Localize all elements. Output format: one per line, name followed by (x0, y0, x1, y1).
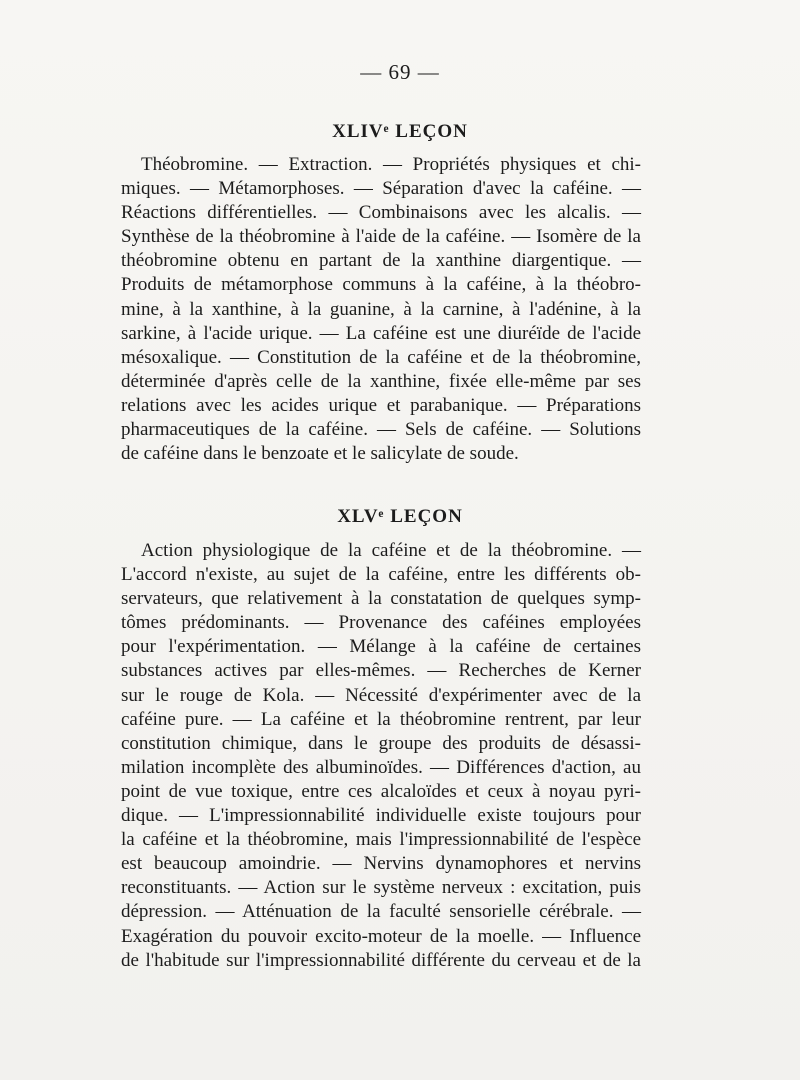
text-line: la caféine et la théobromine, mais l'impressionnabilité de l'espèce (121, 829, 641, 851)
text-line: milation incomplète des albuminoïdes. — Différences d'action, au (121, 756, 641, 778)
text-line: miques. — Métamorphoses. — Séparation d'avec la caféine. — (121, 178, 641, 200)
text-line: constitution chimique, dans le groupe des produits de désassi- (121, 732, 641, 754)
text-line: Synthèse de la théobromine à l'aide de la caféine. — Isomère de la (121, 226, 641, 248)
text-line: dique. — L'impressionnabilité individuelle existe toujours pour (121, 805, 641, 827)
text-line: Théobromine. — Extraction. — Propriétés physiques et chi- (141, 154, 641, 175)
text-line: sur le rouge de Kola. — Nécessité d'expérimenter avec de la (121, 684, 641, 706)
text-line: pharmaceutiques de la caféine. — Sels de caféine. — Solutions (121, 419, 641, 441)
text-line: de caféine dans le benzoate et le salicylate de soude. (121, 443, 519, 465)
text-line: Action physiologique de la caféine et de la théobromine. — (141, 540, 641, 561)
lesson-summary-xlv (121, 539, 641, 973)
text-line: théobromine obtenu en partant de la xanthine diargentique. — (121, 250, 641, 272)
page-number: — 69 — (360, 60, 440, 84)
text-line: sarkine, à l'acide urique. — La caféine est une diuréïde de l'acide (121, 322, 641, 344)
text-line: mine, à la xanthine, à la guanine, à la carnine, à l'adénine, à la (121, 298, 641, 320)
text-line: relations avec les acides urique et parabanique. — Préparations (121, 394, 641, 416)
text-line: dépression. — Atténuation de la faculté sensorielle cérébrale. — (121, 901, 641, 923)
text-line: Exagération du pouvoir excito-moteur de la moelle. — Influence (121, 925, 641, 947)
text-line: reconstituants. — Action sur le système nerveux : excitation, puis (121, 877, 641, 899)
text-line: Réactions différentielles. — Combinaisons avec les alcalis. — (121, 202, 641, 224)
text-line: servateurs, que relativement à la constatation de quelques symp- (121, 588, 641, 610)
text-line: Produits de métamorphose communs à la caféine, à la théobro- (121, 274, 641, 296)
text-line: point de vue toxique, entre ces alcaloïdes et ceux à noyau pyri- (121, 780, 641, 802)
text-line: déterminée d'après celle de la xanthine, fixée elle-même par ses (121, 370, 641, 392)
text-line: tômes prédominants. — Provenance des caféines employées (121, 612, 641, 634)
lesson-title-xlv: XLVᵉ LEÇON (337, 506, 463, 527)
text-line: L'accord n'existe, au sujet de la caféine, entre les différents ob- (121, 564, 641, 586)
text-line: substances actives par elles-mêmes. — Recherches de Kerner (121, 660, 641, 682)
text-line: caféine pure. — La caféine et la théobromine rentrent, par leur (121, 708, 641, 730)
text-line: pour l'expérimentation. — Mélange à la caféine de certaines (121, 636, 641, 658)
text-line: mésoxalique. — Constitution de la caféine et de la théobromine, (121, 346, 641, 368)
text-line: est beaucoup amoindrie. — Nervins dynamophores et nervins (121, 853, 641, 875)
lesson-summary-xliv (121, 153, 641, 466)
text-line: de l'habitude sur l'impressionnabilité différente du cerveau et de la (121, 949, 641, 971)
lesson-title-xliv: XLIVᵉ LEÇON (332, 121, 468, 142)
